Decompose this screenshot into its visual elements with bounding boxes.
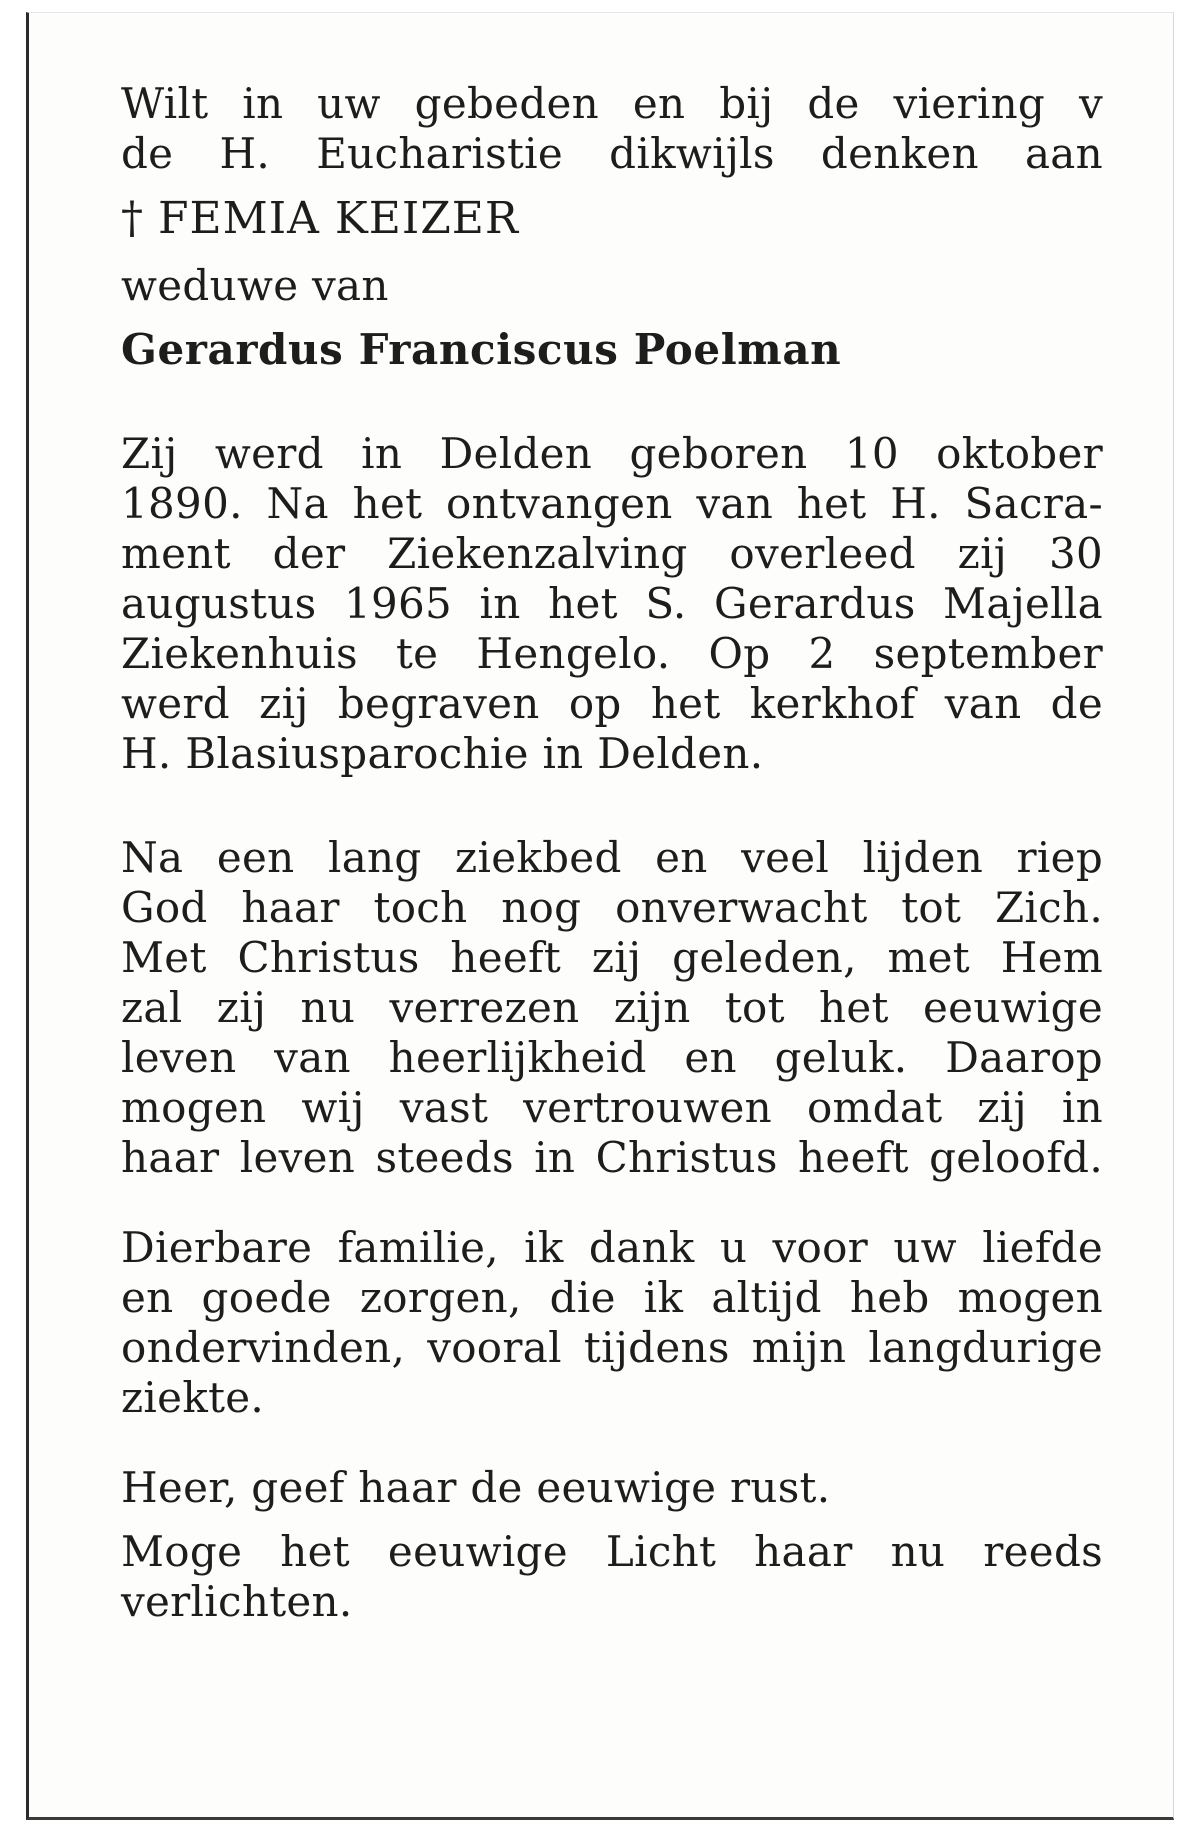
reflection-line: zal zij nu verrezen zijn tot het eeuwige bbox=[121, 983, 1103, 1032]
cross-symbol: † bbox=[121, 193, 144, 244]
deceased-name-line bbox=[121, 191, 1103, 247]
biography-line: Zij werd in Delden geboren 10 oktober bbox=[121, 429, 1103, 478]
thanks-line: ziekte. bbox=[121, 1373, 265, 1422]
thanks-line: en goede zorgen, die ik altijd heb mogen bbox=[121, 1273, 1103, 1322]
deceased-name: FEMIA KEIZER bbox=[158, 193, 520, 244]
reflection-line: Met Christus heeft zij geleden, met Hem bbox=[121, 933, 1103, 982]
biography-line: 1890. Na het ontvangen van het H. Sacra- bbox=[121, 479, 1103, 528]
biography-paragraph bbox=[121, 429, 1103, 779]
memorial-card bbox=[26, 12, 1174, 1820]
thanks-line: Dierbare familie, ik dank u voor uw liefde bbox=[121, 1223, 1103, 1272]
reflection-line: mogen wij vast vertrouwen omdat zij in bbox=[121, 1083, 1103, 1132]
prayer-light-line-2: verlichten. bbox=[121, 1577, 353, 1626]
intro-line-1: Wilt in uw gebeden en bij de viering v bbox=[121, 79, 1103, 128]
thanks-paragraph bbox=[121, 1223, 1103, 1423]
reflection-line: God haar toch nog onverwacht tot Zich. bbox=[121, 883, 1103, 932]
reflection-line: Na een lang ziekbed en veel lijden riep bbox=[121, 833, 1103, 882]
biography-line: werd zij begraven op het kerkhof van de bbox=[121, 679, 1103, 728]
prayer-rest: Heer, geef haar de eeuwige rust. bbox=[121, 1463, 831, 1512]
thanks-line: ondervinden, vooral tijdens mijn langdurige bbox=[121, 1323, 1103, 1372]
reflection-line: leven van heerlijkheid en geluk. Daarop bbox=[121, 1033, 1103, 1082]
biography-line: H. Blasiusparochie in Delden. bbox=[121, 729, 764, 778]
card-text bbox=[121, 79, 1103, 1627]
biography-line: augustus 1965 in het S. Gerardus Majella bbox=[121, 579, 1103, 628]
reflection-paragraph bbox=[121, 833, 1103, 1183]
reflection-line: haar leven steeds in Christus heeft geloofd. bbox=[121, 1133, 1103, 1182]
biography-line: Ziekenhuis te Hengelo. Op 2 september bbox=[121, 629, 1103, 678]
biography-line: ment der Ziekenzalving overleed zij 30 bbox=[121, 529, 1103, 578]
relation-text: weduwe van bbox=[121, 261, 389, 310]
spouse-name: Gerardus Franciscus Poelman bbox=[121, 325, 842, 374]
prayer-light-line-1: Moge het eeuwige Licht haar nu reeds bbox=[121, 1527, 1103, 1576]
intro-line-2: de H. Eucharistie dikwijls denken aan bbox=[121, 129, 1103, 178]
